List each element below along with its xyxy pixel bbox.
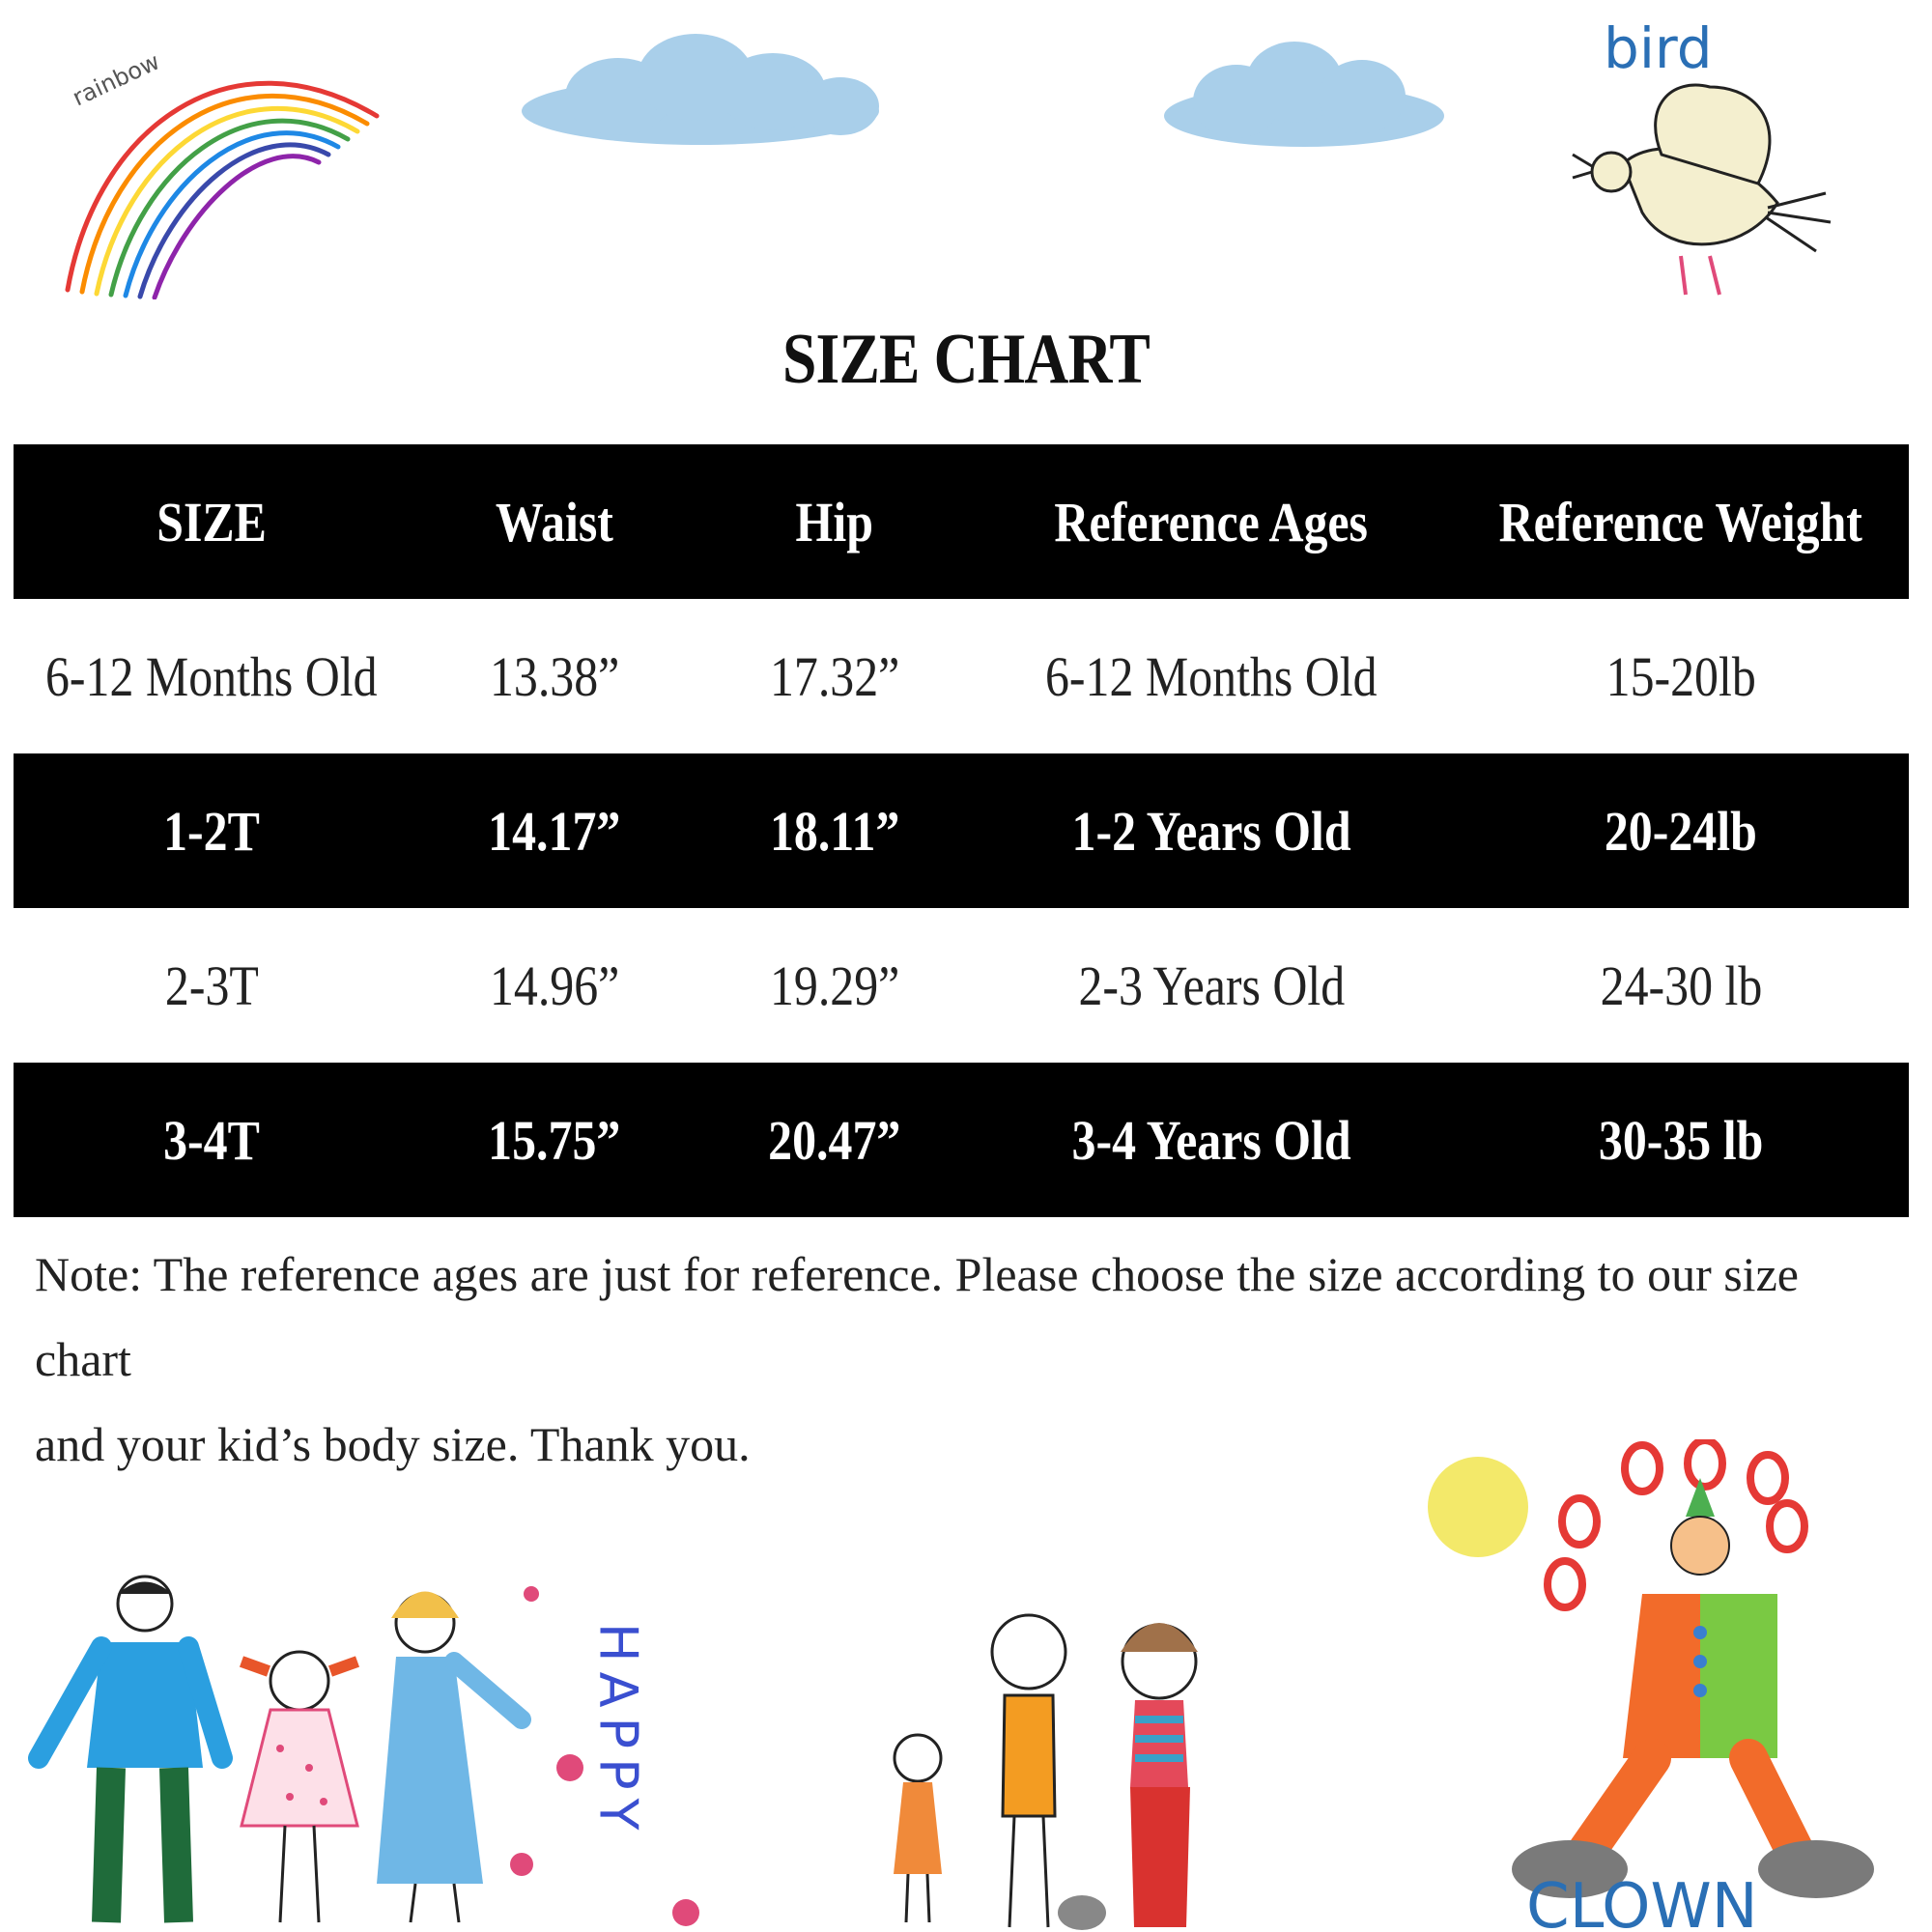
clown-drawing [1410, 1439, 1932, 1932]
cell-waist: 14.17” [488, 799, 621, 863]
rainbow-drawing [39, 10, 406, 299]
note-line-1: Note: The reference ages are just for reference. Please choose the size according to our size chart [35, 1247, 1799, 1386]
note-line-2: and your kid’s body size. Thank you. [35, 1417, 751, 1471]
table-header-row [14, 444, 1909, 599]
cloud-right [1159, 39, 1449, 155]
cell-hip: 17.32” [769, 644, 900, 708]
table-row [14, 599, 1909, 753]
cell-age: 1-2 Years Old [1071, 799, 1351, 863]
cell-waist: 15.75” [488, 1108, 621, 1172]
cell-age: 2-3 Years Old [1078, 953, 1345, 1017]
family-drawing-left [10, 1565, 705, 1932]
cell-waist: 14.96” [489, 953, 620, 1017]
cell-hip: 19.29” [769, 953, 900, 1017]
cell-size: 6-12 Months Old [45, 644, 378, 708]
cell-weight: 20-24lb [1605, 799, 1757, 863]
cell-age: 3-4 Years Old [1071, 1108, 1351, 1172]
cell-weight: 30-35 lb [1598, 1108, 1764, 1172]
header-size: SIZE [156, 490, 267, 554]
clown-label: CLOWN [1526, 1871, 1758, 1932]
bird-label: bird [1604, 15, 1713, 81]
sun-icon [1428, 1457, 1528, 1557]
table-row [14, 1063, 1909, 1217]
header-waist: Waist [496, 490, 613, 554]
happy-label: HAPPY [587, 1623, 649, 1840]
header-reference-ages: Reference Ages [1054, 490, 1369, 554]
cell-hip: 20.47” [768, 1108, 901, 1172]
cell-size: 2-3T [164, 953, 259, 1017]
cell-weight: 15-20lb [1605, 644, 1756, 708]
cell-size: 3-4T [163, 1108, 260, 1172]
table-row [14, 753, 1909, 908]
header-reference-weight: Reference Weight [1498, 490, 1863, 554]
family-drawing-middle [831, 1594, 1294, 1932]
cell-weight: 24-30 lb [1600, 953, 1762, 1017]
cell-waist: 13.38” [489, 644, 620, 708]
cell-size: 1-2T [163, 799, 260, 863]
size-table [14, 444, 1909, 1217]
table-row [14, 908, 1909, 1063]
cell-age: 6-12 Months Old [1045, 644, 1378, 708]
bird-drawing [1565, 0, 1855, 309]
cloud-left [512, 29, 889, 155]
cell-hip: 18.11” [769, 799, 900, 863]
rainbow-label: rainbow [68, 47, 164, 112]
header-hip: Hip [795, 490, 874, 554]
page-title: SIZE CHART [782, 320, 1150, 399]
